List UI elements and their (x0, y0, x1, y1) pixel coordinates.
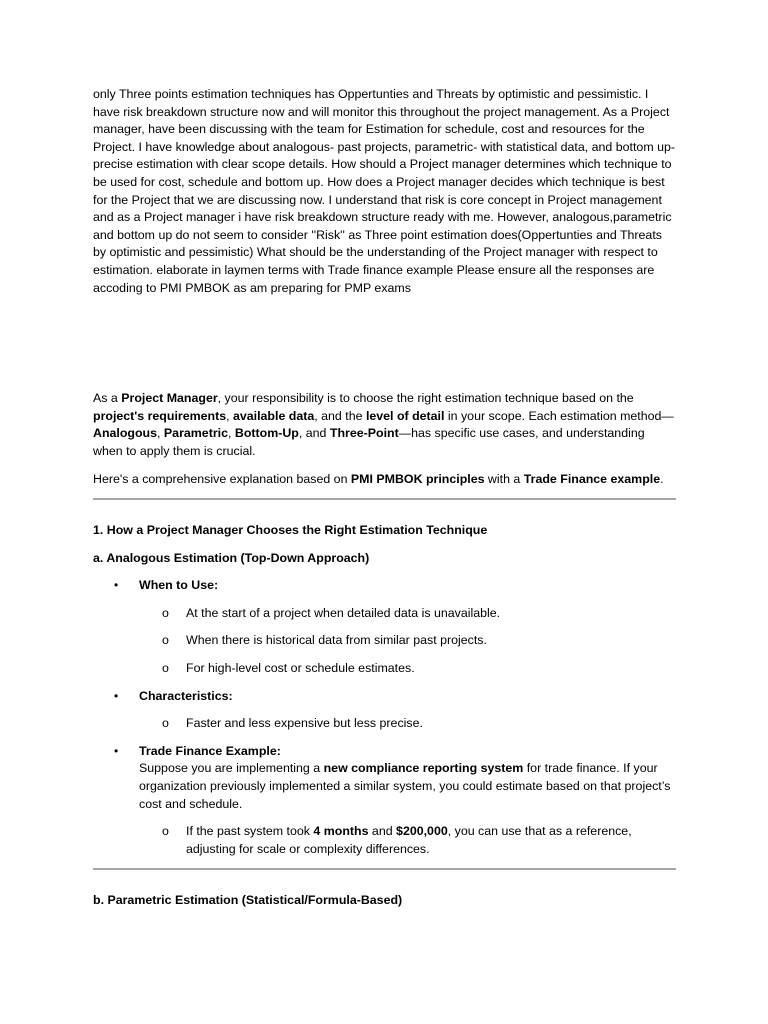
list-item-label: Trade Finance Example: (139, 743, 281, 758)
bold-run: Bottom-Up (234, 426, 299, 441)
text-run: for trade finance. If your organization previously implemented a similar system, you could estimate based on that project’s cost and schedule. (139, 761, 671, 811)
sub-list-text: When there is historical data from similar past projects. (186, 633, 487, 648)
bold-run: Project Manager (121, 391, 218, 406)
bullet-icon: • (114, 743, 119, 758)
characteristics-sublist (139, 715, 676, 733)
bold-run: project's requirements (93, 408, 227, 423)
text-run: in your scope. Each estimation method— (444, 408, 674, 423)
section-heading: 1. How a Project Manager Chooses the Right Estimation Technique (93, 523, 488, 538)
sub-list-text: At the start of a project when detailed data is unavailable. (186, 605, 501, 620)
bold-run: Trade Finance example (523, 471, 661, 486)
list-item-label: When to Use: (139, 578, 219, 593)
text-run: , you can use that as a reference, adjusting for scale or complexity differences. (186, 824, 632, 856)
sub-list-item (139, 715, 676, 733)
text-run: , (157, 426, 164, 441)
list-item-when-to-use (93, 577, 676, 677)
text-run: If the past system took (186, 824, 314, 839)
text-run: , (227, 426, 235, 441)
bold-run: PMI PMBOK principles (350, 471, 485, 486)
text-run: , (226, 408, 233, 423)
text-run: , and (298, 426, 330, 441)
list-item-characteristics (93, 688, 676, 733)
user-question: only Three points estimation techniques has Oppertunties and Threats by optimistic and pessimistic. I have risk breakdown structure now and will monitor this throughout the project management. As a Project manager, have been discussing with the team for Estimation for schedule, cost and resources for the Project. I have knowledge about analogous- past projects, parametric- with statistical data, and bottom up- precise estimation with clear scope details. How should a Project manager determines which technique to be used for cost, schedule and bottom up. How does a Project manager decides which technique is best for the Project that we are discussing now. I understand that risk is core concept in Project management and as a Project manager i have risk breakdown structure ready with me. However, analogous,parametric and bottom up do not seem to consider ''Risk'' as Three point estimation does(Oppertunties and Threats by optimistic and pessimistic) What should be the understanding of the Project manager with respect to estimation. elaborate in laymen terms with Trade finance example Please ensure all the responses are accoding to PMI PMBOK as am preparing for PMP exams (93, 87, 675, 295)
circle-bullet-icon: o (162, 633, 169, 648)
intro-summary (93, 471, 676, 489)
bold-run: Three-Point (329, 426, 399, 441)
subsection-heading-parametric: b. Parametric Estimation (Statistical/Formula-Based) (93, 893, 403, 908)
text-run: with a (484, 471, 524, 486)
sub-list-text: For high-level cost or schedule estimates. (186, 661, 415, 676)
bold-run: Parametric (163, 426, 228, 441)
bullet-icon: • (114, 578, 119, 593)
subsection-heading-analogous: a. Analogous Estimation (Top-Down Approach) (93, 550, 370, 565)
horizontal-divider (93, 498, 676, 500)
intro-paragraph (93, 390, 676, 460)
analogous-list (93, 577, 676, 858)
sub-list-item (139, 632, 676, 650)
bold-run: $200,000 (396, 824, 448, 839)
list-item-label: Characteristics: (139, 688, 233, 703)
horizontal-divider (93, 868, 676, 870)
bold-run: new compliance reporting system (323, 761, 524, 776)
list-item-trade-finance-example (93, 743, 676, 859)
circle-bullet-icon: o (162, 605, 169, 620)
text-run: , your responsibility is to choose the right estimation technique based on the (217, 391, 634, 406)
circle-bullet-icon: o (162, 661, 169, 676)
bold-run: available data (232, 408, 315, 423)
sub-list-item (139, 605, 676, 623)
when-to-use-sublist (139, 605, 676, 678)
text-run: —has specific use cases, and understanding when to apply them is crucial. (93, 426, 645, 458)
circle-bullet-icon: o (162, 716, 169, 731)
text-run: Here's a comprehensive explanation based on (93, 471, 351, 486)
sub-list-item (139, 660, 676, 678)
example-sublist (139, 823, 676, 858)
bold-run: Analogous (93, 426, 158, 441)
bold-run: 4 months (313, 824, 369, 839)
spacer (93, 297, 676, 390)
bold-run: level of detail (365, 408, 445, 423)
circle-bullet-icon: o (162, 824, 169, 839)
bullet-icon: • (114, 688, 119, 703)
sub-list-item (139, 823, 676, 858)
text-run: and (368, 824, 397, 839)
text-run: . (660, 471, 664, 486)
text-run: , and the (314, 408, 366, 423)
text-run: As a (93, 391, 122, 406)
text-run: Suppose you are implementing a (139, 761, 324, 776)
sub-list-text: Faster and less expensive but less precise. (186, 716, 423, 731)
document-page (93, 86, 676, 920)
